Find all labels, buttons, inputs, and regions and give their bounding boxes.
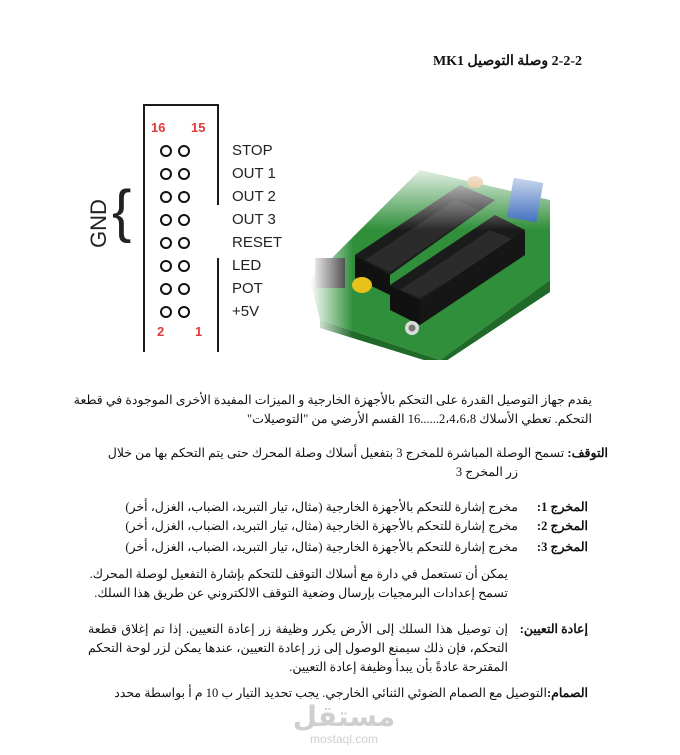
pin-row-reset [160, 231, 190, 254]
pin-number-1: 1 [195, 324, 203, 339]
pin-number-15: 15 [191, 120, 206, 135]
pin-label-out2: OUT 2 [232, 188, 276, 205]
pin-label-pot: POT [232, 280, 263, 297]
output3-note [68, 565, 508, 603]
intro-paragraph [72, 391, 592, 429]
pin-label-out1: OUT 1 [232, 165, 276, 182]
pin-row-out1 [160, 162, 190, 185]
valve-text: التوصيل مع الصمام الضوئي الثنائي الخارجي. يجب تحديد التيار ب 10 م أ بواسطة محدد [114, 686, 547, 700]
pin-label-out3: OUT 3 [232, 211, 276, 228]
pin-label-stop: STOP [232, 142, 273, 159]
pcb-board-photo [310, 160, 550, 360]
output-row-2 [68, 518, 588, 537]
pin-icon [160, 306, 172, 318]
output-text-2: مخرج إشارة للتحكم بالأجهزة الخارجية (مثال، تيار التبريد، الضباب، الغزل، أخر) [125, 519, 518, 533]
reset-text: إن توصيل هذا السلك إلى الأرض يكرر وظيفة زر إعادة التعيين. إذا تم إغلاق قطعة التحكم، فإن ذلك سيمنع الوصول إلى زر إعادة التعيين، عندها يمكن لزر لوحة التحكم المقترحة عادةً بأن يبدأ وظيفة إعادة التعيين. [88, 622, 508, 674]
pin-row-out2 [160, 185, 190, 208]
pin-icon [160, 168, 172, 180]
pin-number-2: 2 [157, 324, 165, 339]
section-title: 2-2-2 وصلة التوصيل MK1 [432, 54, 582, 69]
pin-icon [160, 237, 172, 249]
output-text-1: مخرج إشارة للتحكم بالأجهزة الخارجية (مثال، تيار التبريد، الضباب، الغزل، أخر) [125, 500, 518, 514]
pin-icon [178, 214, 190, 226]
pin-icon [160, 260, 172, 272]
valve-label: الصمام: [546, 686, 588, 700]
gnd-brace-icon: { [112, 179, 132, 244]
pin-icon [160, 145, 172, 157]
pin-row-pot [160, 277, 190, 300]
pin-header-gap [217, 205, 222, 258]
output3-note-line-2: تسمح إعدادات البرمجيات بإرسال وضعية التوقف الالكتروني عن طريق هذا السلك. [94, 586, 508, 600]
pin-label-5v: +5V [232, 303, 260, 320]
pin-icon [178, 191, 190, 203]
pin-icon [178, 283, 190, 295]
output-text-3: مخرج إشارة للتحكم بالأجهزة الخارجية (مثال، تيار التبريد، الضباب، الغزل، أخر) [125, 540, 518, 554]
pin-icon [160, 191, 172, 203]
output3-note-line-1: يمكن أن تستعمل في دارة مع أسلاك التوقف للتحكم بإشارة التفعيل لوصلة المحرك. [89, 567, 508, 581]
pin-label-reset: RESET [232, 234, 283, 251]
pin-icon [178, 260, 190, 272]
pin-row-stop [160, 139, 190, 162]
output-row-3 [68, 539, 588, 558]
pin-icon [178, 237, 190, 249]
pin-row-5v [160, 300, 190, 323]
pin-icon [178, 145, 190, 157]
pin-icon [178, 306, 190, 318]
pin-number-16: 16 [151, 120, 166, 135]
output-label-1: المخرج 1: [536, 500, 588, 514]
stop-label: التوقف: [567, 446, 608, 460]
watermark-latin: mostaql.com [309, 732, 379, 746]
pin-icon [178, 168, 190, 180]
output-row-1 [68, 499, 588, 518]
watermark [286, 702, 402, 746]
pin-icon [160, 283, 172, 295]
stop-line-2: زر المخرج 3 [455, 465, 518, 479]
intro-line-2: التحكم. تعطي الأسلاك 2،4،6،8......16 القسم الأرضي من "التوصيلات" [246, 412, 592, 426]
stop-text: تسمح الوصلة المباشرة للمخرج 3 بتفعيل أسلاك وصلة المحرك حتى يتم التحكم بها من خلال [107, 446, 568, 460]
pin-row-out3 [160, 208, 190, 231]
reset-label: إعادة التعيين: [519, 622, 588, 636]
pin-label-led: LED [232, 257, 262, 274]
pin-icon [160, 214, 172, 226]
output-label-2: المخرج 2: [536, 519, 588, 533]
gnd-label: GND [86, 199, 111, 248]
output-label-3: المخرج 3: [536, 540, 588, 554]
stop-paragraph [68, 444, 608, 482]
watermark-arabic: مستقل [292, 700, 396, 733]
pin-row-led [160, 254, 190, 277]
intro-line-1: يقدم جهاز التوصيل القدرة على التحكم بالأجهزة الخارجية و الميزات المفيدة الأخرى الموجودة في قطعة [73, 393, 592, 407]
